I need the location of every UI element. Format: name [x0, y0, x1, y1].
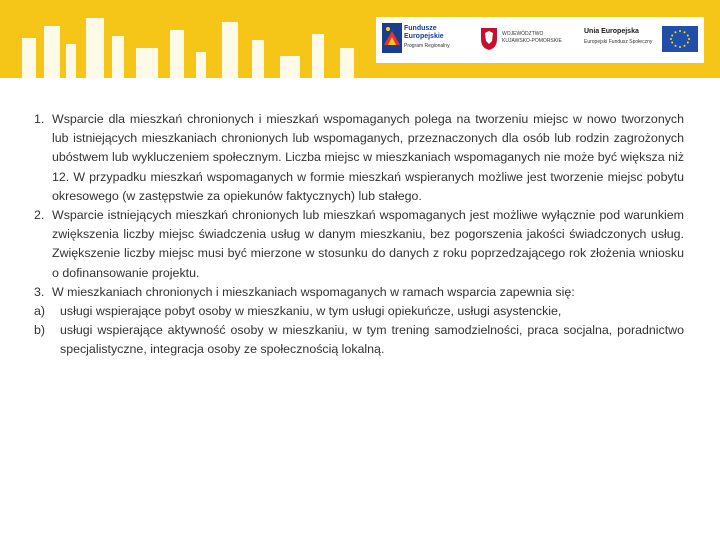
list-text: usługi wspierające aktywność osoby w mieszkaniu, w tym trening samodzielności, praca socjalna, poradnictwo specjalistyczne, integracja osoby ze społecznością lokalną.	[60, 323, 684, 357]
decorative-shape	[66, 44, 76, 78]
list-text: Wsparcie istniejących mieszkań chronionych lub mieszkań wspomaganych jest możliwe wyłącznie pod warunkiem zwiększenia liczby miejsc świadczenia usług w danym mieszkaniu, bez pogorszenia jakości świadczonych usług. Zwiększenie liczby miejsc musi być mierzone w stosunku do danych z roku poprzedzającego rok złożenia wniosku o dofinansowanie projektu.	[52, 208, 684, 280]
decorative-shape	[252, 40, 264, 78]
list-item	[34, 321, 684, 359]
list-marker: b)	[34, 323, 46, 338]
header-band	[0, 0, 720, 78]
list-marker: a)	[34, 304, 46, 319]
eu-logo-title: Unia Europejska	[584, 28, 639, 35]
list-text: Wsparcie dla mieszkań chronionych i mieszkań wspomaganych polega na tworzeniu miejsc w nowo tworzonych lub istniejących mieszkaniach chronionych lub wspomaganych, przeznaczonych dla osób lub rodzin zagrożonych ubóstwem lub wykluczeniem społecznym. Liczba miejsc w mieszkaniach wspomaganych nie może być większa niż 12. W przypadku mieszkań wspomaganych w formie mieszkań wspieranych możliwe jest tworzenie miejsc pobytu okresowego (w zastępstwie za opiekunów faktycznych) lub stałego.	[52, 112, 684, 203]
decorative-shape	[136, 48, 158, 78]
list-marker: 2.	[34, 208, 45, 223]
decorative-shape	[170, 30, 184, 78]
decorative-shape	[312, 34, 324, 78]
region-line2: KUJAWSKO-POMORSKIE	[502, 38, 562, 44]
decorative-shape	[112, 36, 124, 78]
list-text: W mieszkaniach chronionych i mieszkaniach wspomaganych w ramach wsparcia zapewnia się:	[52, 284, 575, 299]
decorative-shape	[340, 48, 354, 78]
region-crest-icon	[480, 27, 498, 51]
list-item	[34, 110, 684, 206]
decorative-shape	[44, 26, 60, 78]
eu-flag-icon	[662, 26, 698, 52]
decorative-shape	[22, 38, 36, 78]
list-text: usługi wspierające pobyt osoby w mieszkaniu, w tym usługi opiekuńcze, usługi asystenckie,	[60, 304, 562, 319]
funds-logo-text	[404, 25, 444, 41]
document-body	[34, 110, 684, 360]
list-marker: 1.	[34, 112, 45, 126]
list-item	[34, 283, 684, 302]
logo-strip	[376, 17, 704, 63]
decorative-shape	[222, 22, 238, 78]
eu-logo-sub: Europejski Fundusz Społeczny	[584, 39, 653, 45]
decorative-shape	[196, 52, 206, 78]
funds-line2: Europejskie	[404, 33, 444, 40]
list-item	[34, 206, 684, 283]
region-line1: WOJEWÓDZTWO	[502, 31, 544, 37]
region-logo-text	[502, 31, 562, 45]
decorative-shape	[280, 56, 300, 78]
list-marker: 3.	[34, 284, 45, 299]
decorative-shape	[86, 18, 104, 78]
funds-sub: Program Regionalny	[404, 43, 450, 49]
funds-logo-icon	[382, 23, 402, 53]
funds-line1: Fundusze	[404, 25, 437, 32]
list-item	[34, 302, 684, 321]
